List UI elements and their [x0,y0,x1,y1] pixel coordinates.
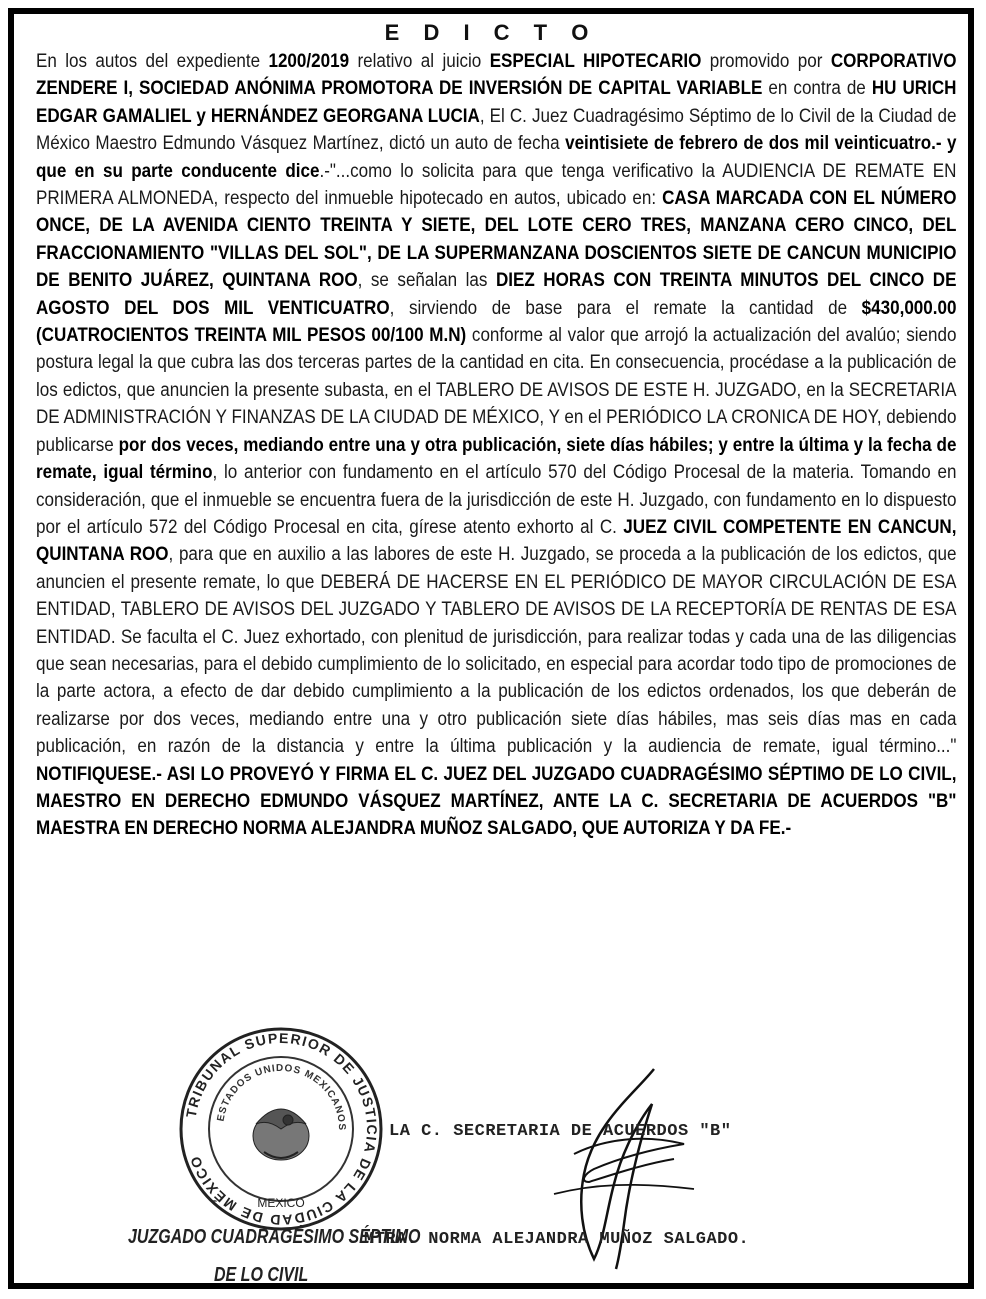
text-segment: en contra de [762,77,872,100]
hearing-datetime: DIEZ HORAS CON TREINTA MINUTOS DEL CINCO DE AGOSTO DEL DOS MIL VENTICUATRO [36,269,957,319]
court-seal [176,1024,386,1234]
court-stamp-line2: DE LO CIVIL [214,1264,309,1286]
text-segment: conforme al valor que arrojó la actualización del avalúo; siendo postura legal la que cubra las dos terceras partes de la cantidad en cita. En consecuencia, procédase a la publicación de los edictos, que anuncien la presente subasta, en el TABLERO DE AVISOS DE ESTE H. JUZGADO, en la SECRETARIA DE ADMINISTRACIÓN Y FINANZAS DE LA CIUDAD DE MÉXICO, Y en el PERIÓDICO LA CRONICA DE HOY, debiendo publicarse [36,324,957,456]
text-segment: , se señalan las [357,269,496,292]
seal-inner-text: ESTADOS UNIDOS MEXICANOS [215,1062,348,1132]
publication-terms: por dos veces, mediando entre una y otra publicación, siete días hábiles; y entre la última y la fecha de remate, igual término [36,433,957,484]
seal-outer-text: TRIBUNAL SUPERIOR DE JUSTICIA DE LA CIUDAD DE MÉXICO [182,1029,381,1229]
edict-body [36,48,956,843]
order-date: veintisiete de febrero de dos mil veinticuatro.- y que en su parte conducente dice [36,132,957,182]
competent-judge: JUEZ CIVIL COMPETENTE EN CANCUN, QUINTANA ROO [36,515,957,566]
auction-amount: $430,000.00 (CUATROCIENTOS TREINTA MIL PESOS 00/100 M.N) [36,296,957,347]
defendants: HU URICH EDGAR GAMALIEL y HERNÁNDEZ GEORGANA LUCIA [36,77,957,127]
text-segment: relativo al juicio [349,50,490,72]
document-title: E D I C T O [384,20,598,45]
document-frame [8,8,974,1289]
text-segment: , para que en auxilio a las labores de este H. Juzgado, se proceda a la publicación de los edictos, que anuncien el presente remate, lo que DEBERÁ DE HACERSE EN EL PERIÓDICO DE MAYOR CIRCULACIÓN DE ESA ENTIDAD, TABLERO DE AVISOS DEL JUZGADO Y TABLERO DE AVISOS DE LA RECEPTORÍA DE RENTAS DE ESA ENTIDAD. Se faculta el C. Juez exhortado, con plenitud de jurisdicción, para realizar todas y cada una de las diligencias que sean necesarias, para el debido cumplimiento de lo solicitado, en especial para acordar todo tipo de promociones de la parte actora, a efecto de dar debido cumplimiento a la publicación de los edictos ordenados, los que deberán de realizarse por dos veces, mediando entre una y otro publicación siete días hábiles, mas seis días mas en cada publicación, en razón de la distancia y entre la última publicación y la audiencia de remate, igual término..." [36,543,957,758]
court-stamp-line1: JUZGADO CUADRAGÉSIMO SÉPTIMO [128,1226,421,1248]
text-segment: , El C. Juez Cuadragésimo Séptimo de lo Civil de la Ciudad de México Maestro Edmundo Vásquez Martínez, dictó un auto de fecha [36,104,957,155]
case-number: 1200/2019 [268,50,350,72]
plaintiff: CORPORATIVO ZENDERE I, SOCIEDAD ANÓNIMA PROMOTORA DE INVERSIÓN DE CAPITAL VARIABLE [36,50,957,100]
property-address: CASA MARCADA CON EL NÚMERO ONCE, DE LA AVENIDA CIENTO TREINTA Y SIETE, DEL LOTE CERO TRES, MANZANA CERO CINCO, DEL FRACCIONAMIENTO "VILLAS DEL SOL", DE LA SUPERMANZANA DOSCIENTOS SIETE DE CANCUN MUNICIPIO DE BENITO JUÁREZ, QUINTANA ROO [36,187,957,292]
secretary-name: MTRA. NORMA ALEJANDRA MUÑOZ SALGADO. [364,1230,750,1249]
eagle-emblem-icon [253,1109,309,1160]
text-segment: En los autos del expediente [36,50,269,72]
text-segment: promovido por [701,50,831,72]
trial-type: ESPECIAL HIPOTECARIO [489,50,702,72]
secretary-title: LA C. SECRETARIA DE ACUERDOS "B" [389,1122,732,1141]
text-segment: , sirviendo de base para el remate la cantidad de [389,296,862,319]
notification-closing: NOTIFIQUESE.- ASI LO PROVEYÓ Y FIRMA EL C. JUEZ DEL JUZGADO CUADRAGÉSIMO SÉPTIMO DE LO CIVIL, MAESTRO EN DERECHO EDMUNDO VÁSQUEZ MARTÍNEZ, ANTE LA C. SECRETARIA DE ACUERDOS "B" MAESTRA EN DERECHO NORMA ALEJANDRA MUÑOZ SALGADO, QUE AUTORIZA Y DA FE.- [36,762,957,840]
text-segment: , lo anterior con fundamento en el artículo 570 del Código Procesal de la materia. Tomando en consideración, que el inmueble se encuentra fuera de la jurisdicción de este H. Juzgado, con fundamento en lo dispuesto por el artículo 572 del Código Procesal en cita, gírese atento exhorto al C. [36,461,957,538]
text-segment: .-"...como lo solicita para que tenga verificativo la AUDIENCIA DE REMATE EN PRIMERA ALMONEDA, respecto del inmueble hipotecado en autos, ubicado en: [36,159,957,210]
seal-bottom-text: MEXICO [257,1196,305,1210]
